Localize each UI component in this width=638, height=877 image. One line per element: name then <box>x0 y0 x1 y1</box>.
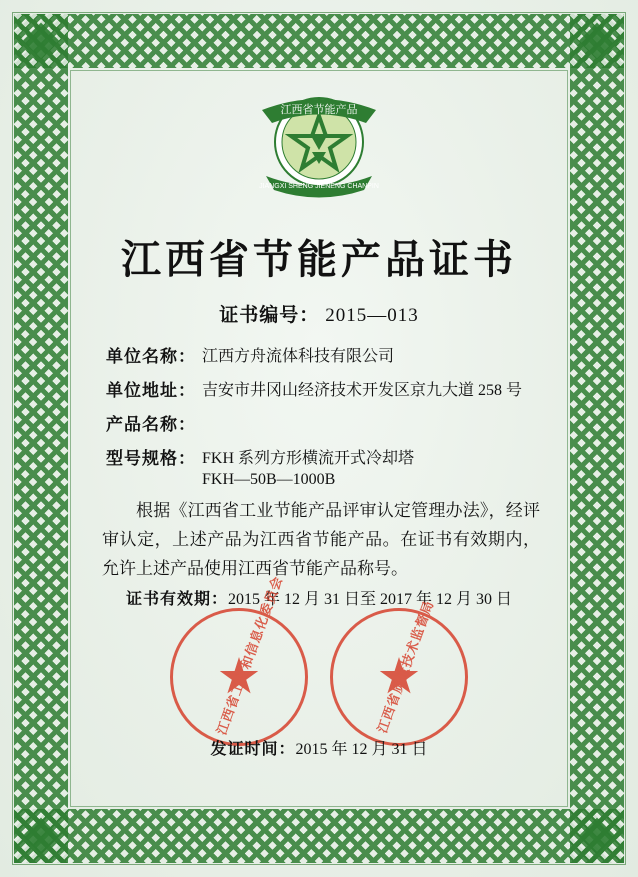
seal-text-right-content: 江西省质量技术监督局 <box>374 598 437 735</box>
field-value-model-spec-line1: FKH 系列方形横流开式冷却塔 <box>202 449 415 467</box>
validity-row <box>78 586 560 609</box>
field-value-model-spec-line2: FKH—50B—1000B <box>202 471 336 489</box>
field-value-company-name: 江西方舟流体科技有限公司 <box>202 348 395 365</box>
border-band-bottom <box>14 809 624 863</box>
border-band-left <box>14 14 68 863</box>
issue-date-value: 2015 年 12 月 31 日 <box>295 741 428 758</box>
official-seal-quality-supervision-bureau <box>330 598 468 746</box>
field-row <box>106 448 540 491</box>
emblem-bottom-text: JIANGXI SHENG JIENENG CHANPIN <box>259 183 379 190</box>
seal-text-right <box>333 598 465 743</box>
certificate-number-value: 2015—013 <box>325 305 419 326</box>
border-band-top <box>14 14 624 68</box>
field-label-model-spec: 型号规格： <box>106 448 196 468</box>
validity-value: 2015 年 12 月 31 日至 2017 年 12 月 30 日 <box>228 591 513 608</box>
certificate-number-row <box>78 300 560 327</box>
seal-text-left-content: 江西省工业和信息化委员会 <box>213 573 286 737</box>
field-row <box>106 380 540 403</box>
emblem-top-text: 江西省节能产品 <box>280 104 358 116</box>
issue-date-row <box>78 736 560 759</box>
field-value-model-spec <box>202 448 540 491</box>
certificate-number-label: 证书编号： <box>219 305 320 326</box>
border-band-right <box>570 14 624 863</box>
field-row <box>106 414 540 437</box>
field-label-company-name: 单位名称： <box>106 347 196 366</box>
field-label-company-address: 单位地址： <box>106 380 196 400</box>
field-row <box>106 346 540 369</box>
validity-label: 证书有效期： <box>125 591 228 608</box>
field-label-product-name: 产品名称： <box>106 414 196 434</box>
field-list <box>106 346 540 502</box>
field-value-company-address: 吉安市井冈山经济技术开发区京九大道 258 号 <box>202 381 523 399</box>
energy-saving-emblem-icon <box>244 86 394 204</box>
certificate-content <box>78 78 560 799</box>
page-title: 江西省节能产品证书 <box>121 236 517 283</box>
body-paragraph: 根据《江西省工业节能产品评审认定管理办法》，经评审认定，上述产品为江西省节能产品。在证书有效期内，允许上述产品使用江西省节能产品称号。 <box>102 501 540 579</box>
issue-date-label: 发证时间： <box>210 741 296 758</box>
